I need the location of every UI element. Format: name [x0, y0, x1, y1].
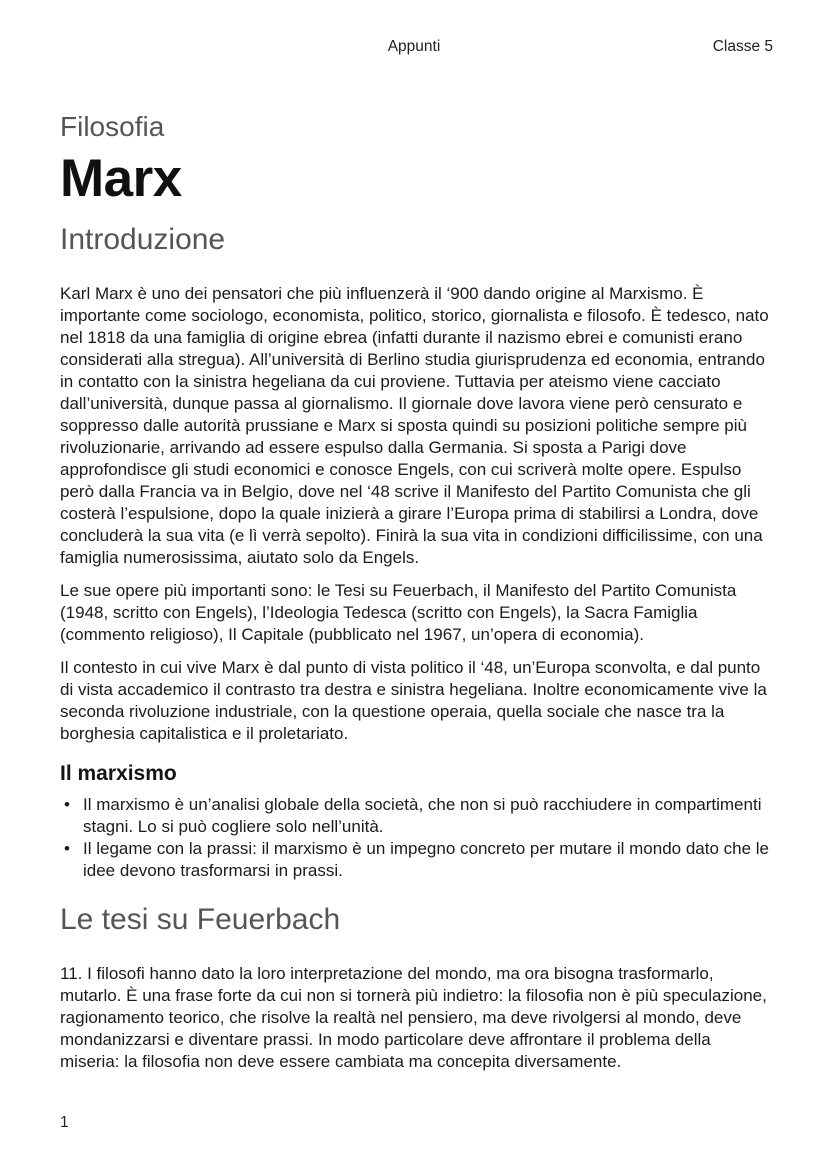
feuerbach-paragraph-1: 11. I filosofi hanno dato la loro interpretazione del mondo, ma ora bisogna trasformarlo, mutarlo. È una frase forte da cui non si tornerà più indietro: la filosofia non è più speculazione, ragionamento teorico, che risolve la realtà nel pensiero, ma deve rivolgersi al mondo, deve mondanizzarsi e diventare prassi. In modo particolare deve affrontare il problema della miseria: la filosofia non deve essere cambiata ma concepita diversamente. [60, 964, 767, 1071]
bullet-text: Il marxismo è un’analisi globale della società, che non si può racchiudere in compartimenti stagni. Lo si può cogliere solo nell’unità. [83, 795, 762, 836]
bullet-item [60, 794, 773, 838]
bullet-list [60, 794, 773, 882]
section-heading-le-tesi-su-feuerbach: Le tesi su Feuerbach [60, 903, 341, 936]
intro-paragraph-2: Le sue opere più importanti sono: le Tesi su Feuerbach, il Manifesto del Partito Comunista (1948, scritto con Engels), l’Ideologia Tedesca (scritto con Engels), la Sacra Famiglia (commento religioso), Il Capitale (pubblicato nel 1967, un’opera di economia). [60, 581, 737, 644]
bullet-item [60, 838, 773, 882]
subsection-heading-il-marxismo: Il marxismo [60, 762, 177, 785]
bullet-text: Il legame con la prassi: il marxismo è un impegno concreto per mutare il mondo dato che le idee devono trasformarsi in prassi. [83, 839, 770, 880]
section-heading-introduzione: Introduzione [60, 223, 226, 256]
bullet-icon: • [64, 839, 70, 858]
intro-paragraph-1: Karl Marx è uno dei pensatori che più influenzerà il ‘900 dando origine al Marxismo. È importante come sociologo, economista, politico, storico, giornalista e filosofo. È tedesco, nato nel 1818 da una famiglia di origine ebrea (infatti durante il nazismo ebrei e comunisti erano considerati alla stregua). All’università di Berlino studia giurisprudenza ed economia, entrando in contatto con la sinistra hegeliana da cui proviene. Tuttavia per ateismo viene cacciato dall’università, dunque passa al giornalismo. Il giornale dove lavora viene però censurato e soppresso dalle autorità prussiane e Marx si sposta quindi su posizioni politiche sempre più rivoluzionarie, arrivando ad essere espulso dalla Germania. Si sposta a Parigi dove approfondisce gli studi economici e conosce Engels, con cui scriverà molte opere. Espulso però dalla Francia va in Belgio, dove nel ‘48 scrive il Manifesto del Partito Comunista che gli costerà l’espulsione, dopo la quale inizierà a girare l’Europa prima di stabilirsi a Londra, dove concluderà la sua vita (e lì verrà sepolto). Finirà la sua vita in condizioni difficilissime, con una famiglia numerosissima, aiutato solo da Engels. [60, 284, 769, 567]
document-title: Marx [60, 149, 182, 208]
bullet-icon: • [64, 795, 70, 814]
header-document-title: Appunti [387, 38, 441, 55]
intro-paragraph-3: Il contesto in cui vive Marx è dal punto di vista politico il ‘48, un’Europa sconvolta, e dal punto di vista accademico il contrasto tra destra e sinistra hegeliana. Inoltre economicamente vive la seconda rivoluzione industriale, con la questione operaia, quella sociale che nasce tra la borghesia capitalistica e il proletariato. [60, 658, 767, 743]
header-class-label: Classe 5 [712, 38, 773, 55]
page-header [0, 38, 828, 58]
page-number: 1 [60, 1114, 69, 1131]
kicker-heading: Filosofia [60, 111, 165, 142]
